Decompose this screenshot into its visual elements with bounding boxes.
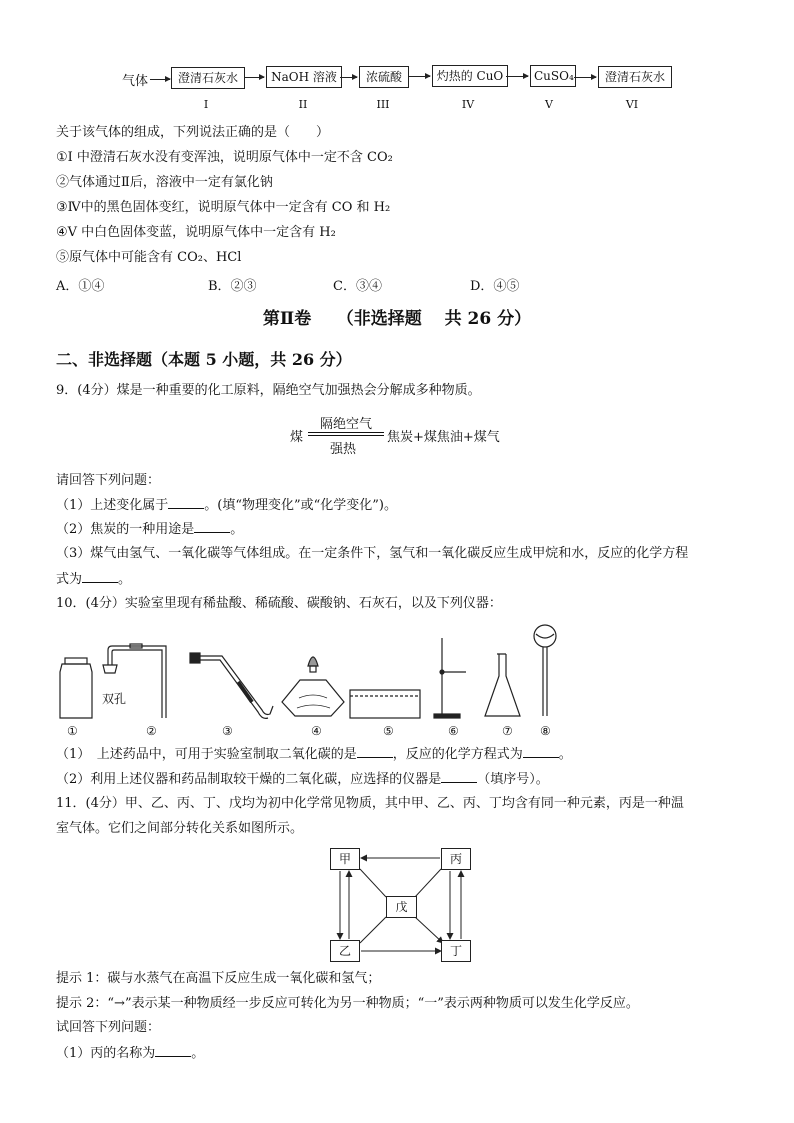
q8-item-5: ⑤原气体中可能含有 CO₂、HCl [56,250,242,265]
q10-stem: 10．(4分）实验室里现有稀盐酸、稀硫酸、碳酸钠、石灰石，以及下列仪器： [56,596,502,611]
equation-bar [308,435,384,436]
flow-arrow [506,76,528,77]
flow-arrow [150,79,170,80]
q8-item-3: ③Ⅳ中的黑色固体变红，说明原气体中一定含有 CO 和 H₂ [56,200,391,215]
apparatus-number: ③ [222,724,233,738]
apparatus-number: ⑧ [540,724,551,738]
volume-title: 第Ⅱ卷 （非选择题 共 26 分） [262,309,532,329]
q10-sub-2: （2）利用上述仪器和药品制取较干燥的二氧化碳，应选择的仪器是 （填序号）。 [56,772,549,787]
roman-label: VI [625,98,639,111]
flow-box-6: 澄清石灰水 [598,66,672,88]
q8-item-2: ②气体通过Ⅱ后，溶液中一定有氯化钠 [56,175,273,190]
q9-sub-3-cont: 式为 。 [56,572,132,587]
q11-sub-1: （1）丙的名称为 。 [56,1046,205,1061]
reagent-bottle-icon [60,658,92,718]
roman-label: IV [461,98,475,111]
q9-sub-1: （1）上述变化属于 。(填“物理变化”或“化学变化”)。 [56,498,398,513]
flow-box-1: 澄清石灰水 [171,67,245,89]
roman-label: V [545,98,553,111]
bent-tube-icon [190,653,273,718]
q8-item-1: ①I 中澄清石灰水没有变浑浊，说明原气体中一定不含 CO₂ [56,150,393,165]
q9-stem: 9．(4分）煤是一种重要的化工原料，隔绝空气加强热会分解成多种物质。 [56,383,481,398]
q10-sub-1: （1） 上述药品中，可用于实验室制取二氧化碳的是 ，反应的化学方程式为 。 [56,747,572,762]
double-hole-label: 双孔 [102,692,127,706]
roman-label: II [298,98,308,111]
node-bing: 丙 [441,848,471,870]
node-wu: 戊 [386,896,417,918]
gas-label: 气体 [122,74,149,89]
flow-arrow [244,77,264,78]
equation-condition-top: 隔绝空气 [320,417,373,432]
answer-blank[interactable] [441,770,477,783]
apparatus-number: ② [146,724,157,738]
q8-option-d: D．④⑤ [470,279,520,294]
equation-bar [308,432,384,433]
apparatus-number: ① [67,724,78,738]
q8-stem: 关于该气体的组成，下列说法正确的是（ ） [56,125,330,140]
equation-right: 焦炭+煤焦油+煤气 [387,430,500,445]
q9-sub-2: （2）焦炭的一种用途是 。 [56,522,244,537]
iron-stand-icon [434,638,466,718]
q8-option-b: B．②③ [208,279,257,294]
roman-label: I [203,98,209,111]
answer-blank[interactable] [194,520,230,533]
q8-option-c: C．③④ [333,279,382,294]
apparatus-number: ⑥ [448,724,459,738]
apparatus-number: ⑤ [383,724,394,738]
q11-hint-2: 提示 2：“→”表示某一种物质经一步反应可转化为另一种物质；“一”表示两种物质可以发生化学反应。 [56,996,639,1011]
equation-condition-bottom: 强热 [330,442,357,457]
answer-blank[interactable] [523,745,559,758]
q11-stem-2: 室气体。它们之间部分转化关系如图所示。 [56,821,304,836]
q9-sub-3: （3）煤气由氢气、一氧化碳等气体组成。在一定条件下，氢气和一氧化碳反应生成甲烷和水，反应的化学方程 [56,546,689,561]
answer-blank[interactable] [82,570,118,583]
q11-prompt: 试回答下列问题： [56,1020,161,1035]
apparatus-number: ⑦ [502,724,513,738]
flow-arrow [340,77,357,78]
answer-blank[interactable] [155,1044,191,1057]
node-jia: 甲 [330,848,360,870]
section-title: 二、非选择题（本题 5 小题，共 26 分） [56,350,352,369]
roman-label: III [376,98,390,111]
q11-stem-1: 11．(4分）甲、乙、丙、丁、戊均为初中化学常见物质，其中甲、乙、丙、丁均含有同一种元素，丙是一种温 [56,796,684,811]
flow-arrow [574,77,596,78]
flow-box-4: 灼热的 CuO [432,65,508,87]
alcohol-burner-icon [282,657,344,716]
q8-option-a: A．①④ [56,279,105,294]
node-yi: 乙 [330,940,360,962]
conical-flask-icon [485,654,520,716]
q8-item-4: ④V 中白色固体变蓝，说明原气体中一定含有 H₂ [56,225,336,240]
node-ding: 丁 [441,940,471,962]
apparatus-drawing [0,620,794,730]
funnel-icon [534,625,556,716]
answer-blank[interactable] [357,745,393,758]
q9-prompt: 请回答下列问题： [56,473,161,488]
flow-arrow [408,76,430,77]
flow-box-5: CuSO₄ [530,65,576,87]
equation-left: 煤 [290,430,304,445]
apparatus-number: ④ [311,724,322,738]
flow-box-3: 浓硫酸 [359,66,409,88]
water-trough-icon [350,690,420,718]
flow-box-2: NaOH 溶液 [266,66,342,88]
q11-hint-1: 提示 1：碳与水蒸气在高温下反应生成一氧化碳和氢气； [56,971,381,986]
answer-blank[interactable] [168,496,204,509]
